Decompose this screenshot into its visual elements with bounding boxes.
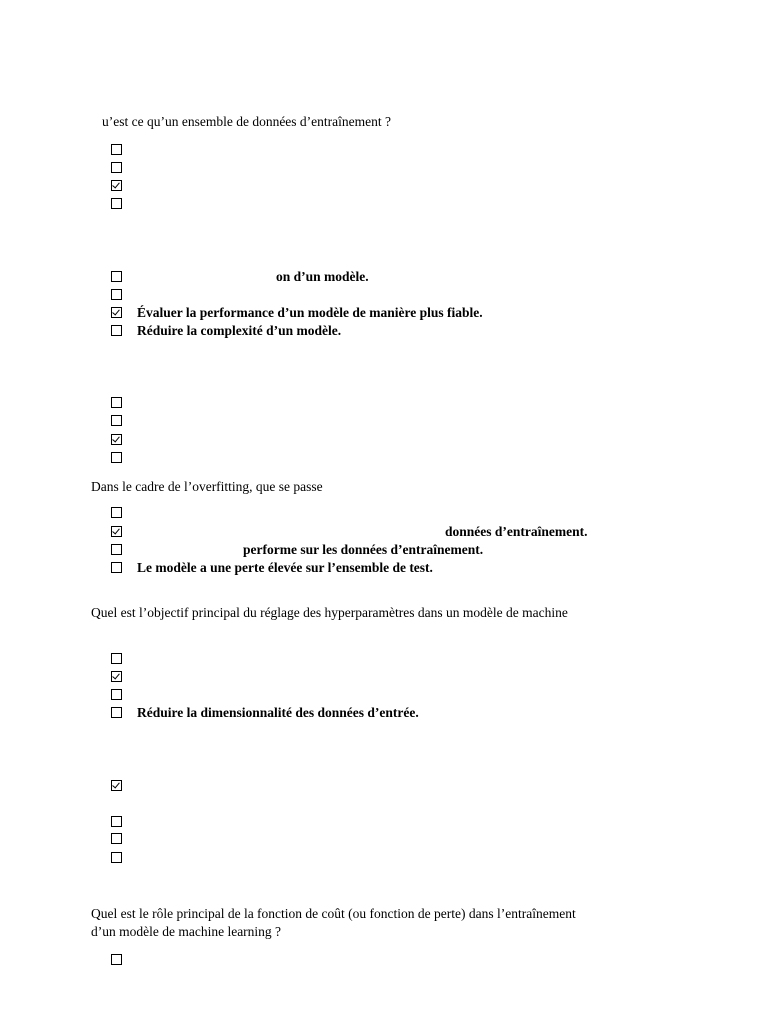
q3-option-4-checkbox[interactable] [111,452,122,463]
q4-option-2-checkbox-checked[interactable] [111,526,122,537]
q5-option-4-checkbox[interactable] [111,707,122,718]
q1-option-3-checkbox-checked[interactable] [111,180,122,191]
q6-option-2-checkbox[interactable] [111,816,122,827]
q3-option-3-checkbox-checked[interactable] [111,434,122,445]
q3-option-1-checkbox[interactable] [111,397,122,408]
q4-option-3-text: performe sur les données d’entraînement. [243,542,484,557]
q2-option-4-text: Réduire la complexité d’un modèle. [137,323,342,338]
question-7-text-line-1: Quel est le rôle principal de la fonction de coût (ou fonction de perte) dans l’entraînement [91,906,576,921]
q1-option-2-checkbox[interactable] [111,162,122,173]
q4-option-4-text: Le modèle a une perte élevée sur l’ensemble de test. [137,560,433,575]
q2-option-4-checkbox[interactable] [111,325,122,336]
q2-option-3-text: Évaluer la performance d’un modèle de manière plus fiable. [137,305,483,320]
q1-option-4-checkbox[interactable] [111,198,122,209]
q4-option-4-checkbox[interactable] [111,562,122,573]
q6-option-4-checkbox[interactable] [111,852,122,863]
q5-option-1-checkbox[interactable] [111,653,122,664]
q4-option-3-checkbox[interactable] [111,544,122,555]
q2-option-1-checkbox[interactable] [111,271,122,282]
q4-option-1-checkbox[interactable] [111,507,122,518]
q4-option-2-text: données d’entraînement. [445,524,588,539]
q2-option-3-checkbox-checked[interactable] [111,307,122,318]
q5-option-4-text: Réduire la dimensionnalité des données d’entrée. [137,705,419,720]
q2-option-1-text: on d’un modèle. [276,269,369,284]
q6-option-3-checkbox[interactable] [111,833,122,844]
q3-option-2-checkbox[interactable] [111,415,122,426]
q1-option-1-checkbox[interactable] [111,144,122,155]
q7-option-1-checkbox[interactable] [111,954,122,965]
q5-option-2-checkbox-checked[interactable] [111,671,122,682]
q5-option-3-checkbox[interactable] [111,689,122,700]
question-5-text: Quel est l’objectif principal du réglage des hyperparamètres dans un modèle de machine [91,605,568,620]
q2-option-2-checkbox[interactable] [111,289,122,300]
question-4-text: Dans le cadre de l’overfitting, que se passe [91,479,323,494]
q6-option-1-checkbox-checked[interactable] [111,780,122,791]
question-7-text-line-2: d’un modèle de machine learning ? [91,924,282,939]
question-1-text: u’est ce qu’un ensemble de données d’entraînement ? [102,114,392,129]
